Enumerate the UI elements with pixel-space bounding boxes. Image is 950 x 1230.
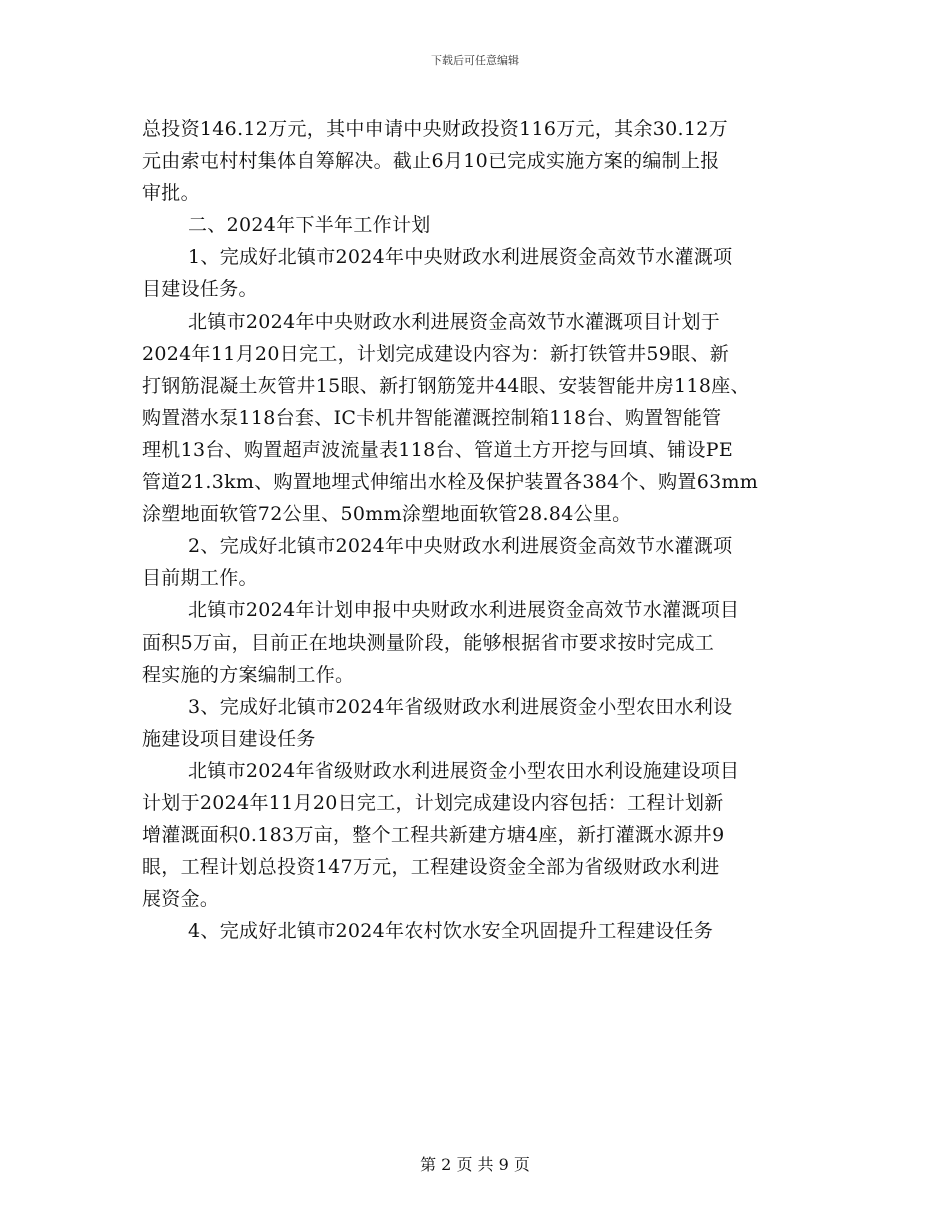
text-line: 打钢筋混凝土灰管井15眼、新打钢筋笼井44眼、安装智能井房118座、 [142,374,750,397]
text-line: 眼，工程计划总投资147万元，工程建设资金全部为省级财政水利进 [142,856,720,879]
text-line: 目建设任务。 [142,278,258,301]
text-line: 1、完成好北镇市2024年中央财政水利进展资金高效节水灌溉项 [188,246,733,269]
text-line: 涂塑地面软管72公里、50mm涂塑地面软管28.84公里。 [142,503,632,526]
text-line: 增灌溉面积0.183万亩，整个工程共新建方塘4座，新打灌溉水源井9 [142,824,725,847]
page-number-footer: 第 2 页 共 9 页 [420,1155,530,1174]
text-line: 审批。 [142,182,200,205]
text-line: 3、完成好北镇市2024年省级财政水利进展资金小型农田水利设 [188,695,733,718]
page-header-note: 下载后可任意编辑 [431,54,519,67]
text-line: 计划于2024年11月20日完工，计划完成建设内容包括：工程计划新 [142,791,724,814]
text-line: 元由索屯村村集体自筹解决。截止6月10已完成实施方案的编制上报 [142,150,720,173]
text-line: 购置潜水泵118台套、IC卡机井智能灌溉控制箱118台、购置智能管 [142,406,722,429]
text-line: 4、完成好北镇市2024年农村饮水安全巩固提升工程建设任务 [188,920,714,943]
text-line: 2、完成好北镇市2024年中央财政水利进展资金高效节水灌溉项 [188,535,733,558]
text-line: 施建设项目建设任务 [142,727,316,750]
text-line: 程实施的方案编制工作。 [142,663,355,686]
text-line: 北镇市2024年中央财政水利进展资金高效节水灌溉项目计划于 [188,310,721,333]
text-line: 2024年11月20日完工，计划完成建设内容为：新打铁管井59眼、新 [142,342,730,365]
text-line: 管道21.3km、购置地埋式伸缩出水栓及保护装置各384个、购置63mm [142,471,759,494]
text-line: 理机13台、购置超声波流量表118台、管道土方开挖与回填、铺设PE [142,438,733,461]
text-line: 总投资146.12万元，其中申请中央财政投资116万元，其余30.12万 [142,118,728,140]
text-line: 面积5万亩，目前正在地块测量阶段，能够根据省市要求按时完成工 [142,631,715,654]
text-line: 目前期工作。 [142,567,258,590]
text-line: 北镇市2024年计划申报中央财政水利进展资金高效节水灌溉项目 [188,599,740,622]
document-body [142,113,832,947]
text-line: 北镇市2024年省级财政水利进展资金小型农田水利设施建设项目 [188,759,740,782]
text-line: 二、2024年下半年工作计划 [188,214,431,237]
text-line: 展资金。 [142,888,220,911]
